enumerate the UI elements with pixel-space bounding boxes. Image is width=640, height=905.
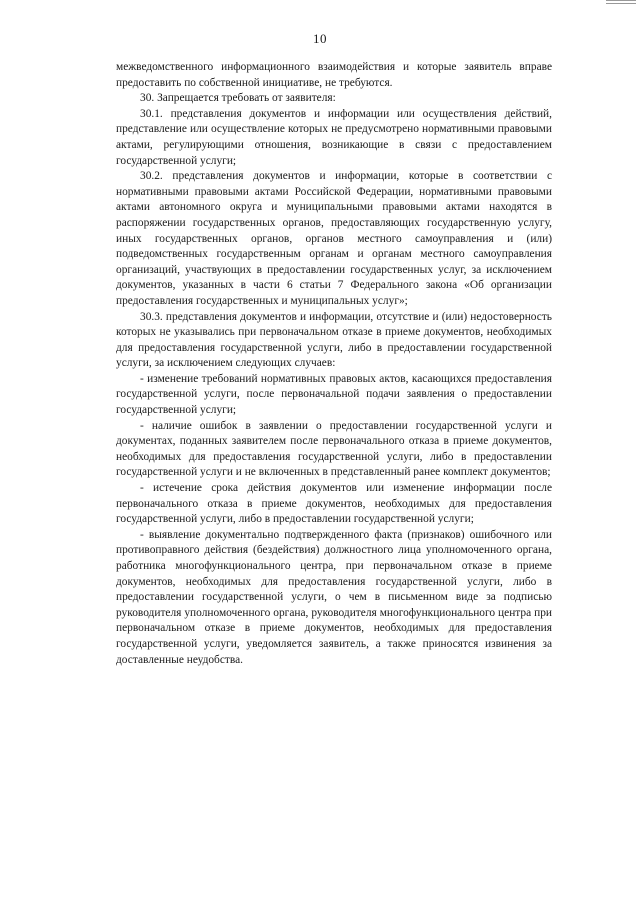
list-item-unlawful-action: - выявление документально подтвержденного факта (признаков) ошибочного или противоправного действия (бездействия) должностного лица уполномоченного органа, работника многофункционального центра, при первоначальном отказе в приеме документов, необходимых для предоставления государственной услуги, либо в предоставлении государственной услуги, о чем в письменном виде за подписью руководителя уполномоченного органа, руководителя многофункционального центра при первоначальном отказе в приеме документов, необходимых для предоставления государственной услуги, уведомляется заявитель, а также приносятся извинения за доставленные неудобства.	[116, 528, 552, 666]
list-item-regulation-change: - изменение требований нормативных правовых актов, касающихся предоставления государственной услуги, после первоначальной подачи заявления о предоставлении государственной услуги;	[116, 372, 552, 417]
paragraph-item-30-3: 30.3. представления документов и информации, отсутствие и (или) недостоверность которых не указывались при первоначальном отказе в приеме документов, необходимых для предоставления государственной услуги, либо в предоставлении государственной услуги, за исключением следующих случаев:	[116, 310, 552, 370]
scan-corner-mark	[606, 0, 636, 4]
paragraph-item-30: 30. Запрещается требовать от заявителя:	[140, 92, 336, 105]
list-item-application-errors: - наличие ошибок в заявлении о предоставлении государственной услуги и документах, поданных заявителем после первоначального отказа в приеме документов, необходимых для предоставления государственной услуги, либо в предоставлении государственной услуги и не включенных в представленный ранее комплект документов;	[116, 419, 552, 479]
document-body	[116, 60, 552, 668]
paragraph-item-30-2: 30.2. представления документов и информации, которые в соответствии с нормативными правовыми актами Российской Федерации, нормативными правовыми актами автономного округа и муниципальными правовыми актами находятся в распоряжении государственных органов, предоставляющих государственную услугу, иных государственных органов, органов местного самоуправления и (или) подведомственных государственным органам и органам местного самоуправления организаций, участвующих в предоставлении государственных услуг, за исключением документов, указанных в части 6 статьи 7 Федерального закона «Об организации предоставления государственных и муниципальных услуг»;	[116, 170, 552, 307]
list-item-document-expiry: - истечение срока действия документов или изменение информации после первоначального отказа в приеме документов, необходимых для предоставления государственной услуги, либо в предоставлении государственной услуги;	[116, 482, 552, 526]
page-number: 10	[313, 31, 327, 46]
paragraph-continuation: межведомственного информационного взаимодействия и которые заявитель вправе предоставить по собственной инициативе, не требуются.	[116, 61, 552, 89]
paragraph-item-30-1: 30.1. представления документов и информации или осуществления действий, представление или осуществление которых не предусмотрено нормативными правовыми актами, регулирующими отношения, возникающие в связи с предоставлением государственной услуги;	[116, 107, 552, 167]
